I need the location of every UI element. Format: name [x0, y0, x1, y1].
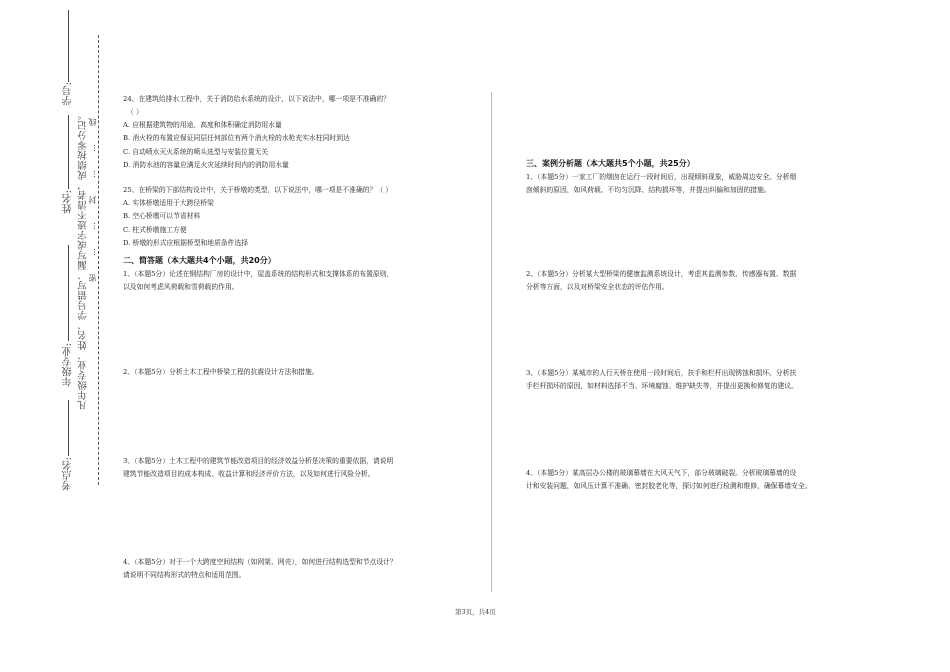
case-2-line1: 2、（本题5分）分析某大型桥梁的健康监测系统设计，考虑其监测参数、传感器布置、数据 [526, 270, 797, 278]
case-3 [526, 367, 871, 393]
short-answer-3-line2: 建筑节能改造项目的成本构成、收益计算和经济评价方法，以及如何进行风险分析。 [123, 470, 375, 478]
q24-stem: 24、在建筑给排水工程中，关于消防给水系统的设计，以下说法中，哪一项是不准确的？ [123, 95, 390, 103]
short-answer-3-line1: 3、（本题5分）土木工程中的建筑节能改造项目的经济效益分析是决策的重要依据，请说明 [123, 457, 394, 465]
q25-option-c: C. 柱式桥墩施工方便 [123, 225, 187, 234]
left-column [123, 93, 483, 250]
column-divider [491, 92, 492, 592]
q25-option-a: A. 实体桥墩适用于大跨径桥梁 [123, 199, 214, 208]
short-answer-1 [123, 268, 483, 294]
short-answer-4-line1: 4、（本题5分）对于一个大跨度空间结构（如网架、网壳），如何进行结构选型和节点设计？ [123, 558, 397, 566]
short-answer-3 [123, 455, 483, 481]
section2-title: 二、简答题（本大题共4个小题，共20分） [123, 256, 276, 265]
short-answer-4-line2: 请说明不同结构形式的特点和适用范围。 [123, 571, 246, 579]
case-1-line1: 1、（本题5分）一家工厂的烟囱在运行一段时间后，出现倾斜现象，威胁周边安全。分析烟 [526, 173, 797, 181]
page-number: 第3页，共4页 [455, 608, 496, 616]
binding-strip [0, 0, 105, 672]
case-4-line1: 4、（本题5分）某高层办公楼的玻璃幕墙在大风天气下，部分玻璃破裂。分析玻璃幕墙的设 [526, 469, 797, 477]
case-4 [526, 467, 871, 493]
seal-dashed-line [98, 35, 99, 485]
short-answer-2 [123, 366, 483, 379]
q24-option-c: C. 自动喷水灭火系统的喷头选型与安装位置无关 [123, 147, 269, 156]
q25-option-d: D. 桥墩的形式应根据桥型和地质条件选择 [123, 239, 249, 248]
case-2-line2: 分析等方面，以及对桥梁安全状态的评估作用。 [526, 283, 669, 291]
q24-option-b: B. 消火栓的布置应保证同层任何部位有两个消火栓的水枪充实水柱同时到达 [123, 134, 350, 143]
q24-paren: （ ） [127, 108, 143, 116]
case-4-line2: 计和安装问题，如风压计算不准确、密封胶老化等，探讨如何进行检测和维修，确保幕墙安全。 [526, 482, 812, 490]
student-id-line [68, 10, 69, 82]
binding-notice: 凡年级专业、姓名、学号错写、漏写或字迹不清者，成绩按零分记。 [78, 110, 89, 410]
case-3-line2: 手栏杆损坏的原因，如材料选择不当、环境腐蚀、维护缺失等，并提出更换和修复的建议。 [526, 382, 798, 390]
short-answer-1-line1: 1、（本题5分）论述在钢结构厂房的设计中，屋盖系统的结构形式和支撑体系的布置原则， [123, 270, 394, 278]
case-3-line1: 3、（本题5分）某城市的人行天桥在使用一段时间后，扶手和栏杆出现锈蚀和损坏。分析扶 [526, 369, 797, 377]
q24-option-d: D. 消防水池的容量应满足火灾延续时间内的消防用水量 [123, 160, 289, 169]
student-id-label: 学号: [63, 82, 74, 106]
q24-option-a: A. 应根据建筑物的用途、高度和体积确定消防用水量 [123, 121, 282, 129]
short-answer-2-line1: 2、（本题5分）分析土木工程中桥梁工程的抗震设计方法和措施。 [123, 368, 319, 376]
case-1 [526, 171, 871, 197]
q25-stem: 25、在桥梁的下部结构设计中，关于桥墩的类型，以下说法中，哪一项是不准确的？（ ） [123, 186, 393, 195]
short-answer-1-line2: 以及如何考虑风荷载和雪荷载的作用。 [123, 283, 239, 291]
name-label: 姓名: [63, 190, 74, 214]
short-answer-4 [123, 556, 483, 582]
major-line [68, 245, 69, 341]
major-label: 年级专业: [63, 343, 74, 387]
seal-line-text: 密……封……线 [88, 100, 97, 282]
q25-option-b: B. 空心桥墩可以节省材料 [123, 212, 201, 221]
section3-title: 三、案例分析题（本大题共5个小题，共25分） [526, 159, 695, 168]
case-2 [526, 268, 871, 294]
exam-site-line [68, 400, 69, 456]
case-1-line2: 囱倾斜的原因，如风荷载、不均匀沉降、结构损坏等，并提出纠偏和加固的措施。 [526, 186, 771, 194]
name-line [68, 115, 69, 189]
exam-site-label: 考点名: [63, 457, 74, 491]
